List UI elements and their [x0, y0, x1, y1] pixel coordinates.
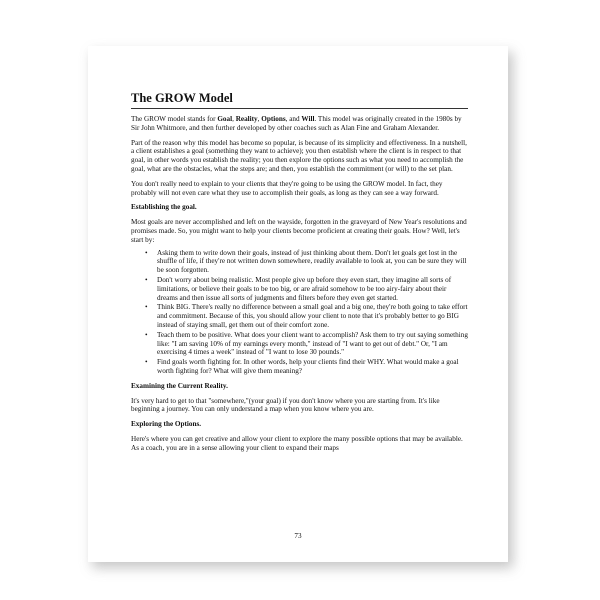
bullet-icon: •: [145, 330, 148, 339]
list-item-text: Think BIG. There's really no difference between a small goal and a big one, they're both going to take effort and commitment. Because of this, you should allow your client to note that it's probably better to go BIG instead of staying small, get them out of their comfort zone.: [157, 303, 468, 329]
heading-establishing-goal: Establishing the goal.: [131, 203, 197, 212]
paragraph-explain: You don't really need to explain to your clients that they're going to be using the GROW model. In fact, they probably will not even care what they use to accomplish their goals, as long as they can see a way forward.: [131, 179, 443, 197]
intro-text-a: The GROW model stands for: [131, 115, 218, 123]
intro-options: Options: [261, 115, 286, 123]
intro-sep-1: ,: [232, 115, 236, 123]
paragraph-options: Here's where you can get creative and allow your client to explore the many possible options that may be available. As a coach, you are in a sense allowing your client to expand their maps: [131, 434, 463, 452]
intro-paragraph: [131, 115, 468, 133]
intro-will: Will: [301, 115, 315, 123]
bullet-icon: •: [145, 275, 148, 284]
list-item-text: Teach them to be positive. What does your client want to accomplish? Ask them to try out saying something like: "I am saving 10% of my earnings every month," instead of "I want to get out of debt." Or, "I am exercising 4 times a week" instead of "I want to lose 30 pounds.": [157, 330, 468, 357]
bullet-icon: •: [145, 303, 148, 312]
intro-goal: Goal: [217, 115, 233, 123]
list-item: [145, 330, 468, 357]
list-item-text: Don't worry about being realistic. Most people give up before they even start, they imagine all sorts of limitations, or believe their goals to be too big, or are afraid somehow to be too airy-fairy about their dreams and then issue all sorts of judgments and filters before they even get started.: [157, 275, 452, 302]
list-item-text: Find goals worth fighting for. In other words, help your clients find their WHY. What would make a goal worth fighting for? What will give them meaning?: [157, 358, 459, 375]
bullet-icon: •: [145, 358, 148, 367]
goal-tips-list: [131, 249, 468, 376]
list-item: [145, 303, 468, 329]
paragraph-simplicity: Part of the reason why this model has become so popular, is because of its simplicity and effectiveness. In a nutshell, a client establishes a goal (something they want to achieve); you then establish where the client is in respect to that goal, in other words you establish the reality; you then explore the options such as what you need to accomplish the goal, what are the obstacles, what the steps are; and then, you establish the commitment (or will) to the set plan.: [131, 138, 467, 173]
page-title: The GROW Model: [131, 90, 468, 109]
intro-sep-3: , and: [285, 115, 302, 123]
heading-exploring-options: Exploring the Options.: [131, 420, 202, 429]
bullet-icon: •: [145, 248, 148, 257]
paragraph-goals: Most goals are never accomplished and left on the wayside, forgotten in the graveyard of New Year's resolutions and promises made. So, you might want to help your clients become proficient at creating their goals. How? Well, let's start by:: [131, 218, 467, 244]
paragraph-reality: It's very hard to get to that "somewhere,"(your goal) if you don't know where you are starting from. It's like beginning a journey. You can only understand a map when you know where you are.: [131, 396, 440, 414]
page-number: 73: [294, 532, 302, 540]
book-page: [88, 46, 508, 562]
list-item: [145, 358, 468, 376]
list-item-text: Asking them to write down their goals, instead of just thinking about them. Don't let goals get lost in the shuffle of life, if they're not written down somewhere, readily available to look at, you can be sure they will be soon forgotten.: [157, 248, 467, 275]
intro-sep-2: ,: [257, 115, 262, 123]
list-item: [145, 248, 468, 275]
list-item: [145, 275, 468, 302]
intro-reality: Reality: [235, 115, 258, 123]
heading-current-reality: Examining the Current Reality.: [131, 381, 228, 390]
intro-text-b: . This model was originally created in the 1980s by Sir John Whitmore, and then further developed by other coaches such as Alan Fine and Graham Alexander.: [131, 115, 462, 132]
